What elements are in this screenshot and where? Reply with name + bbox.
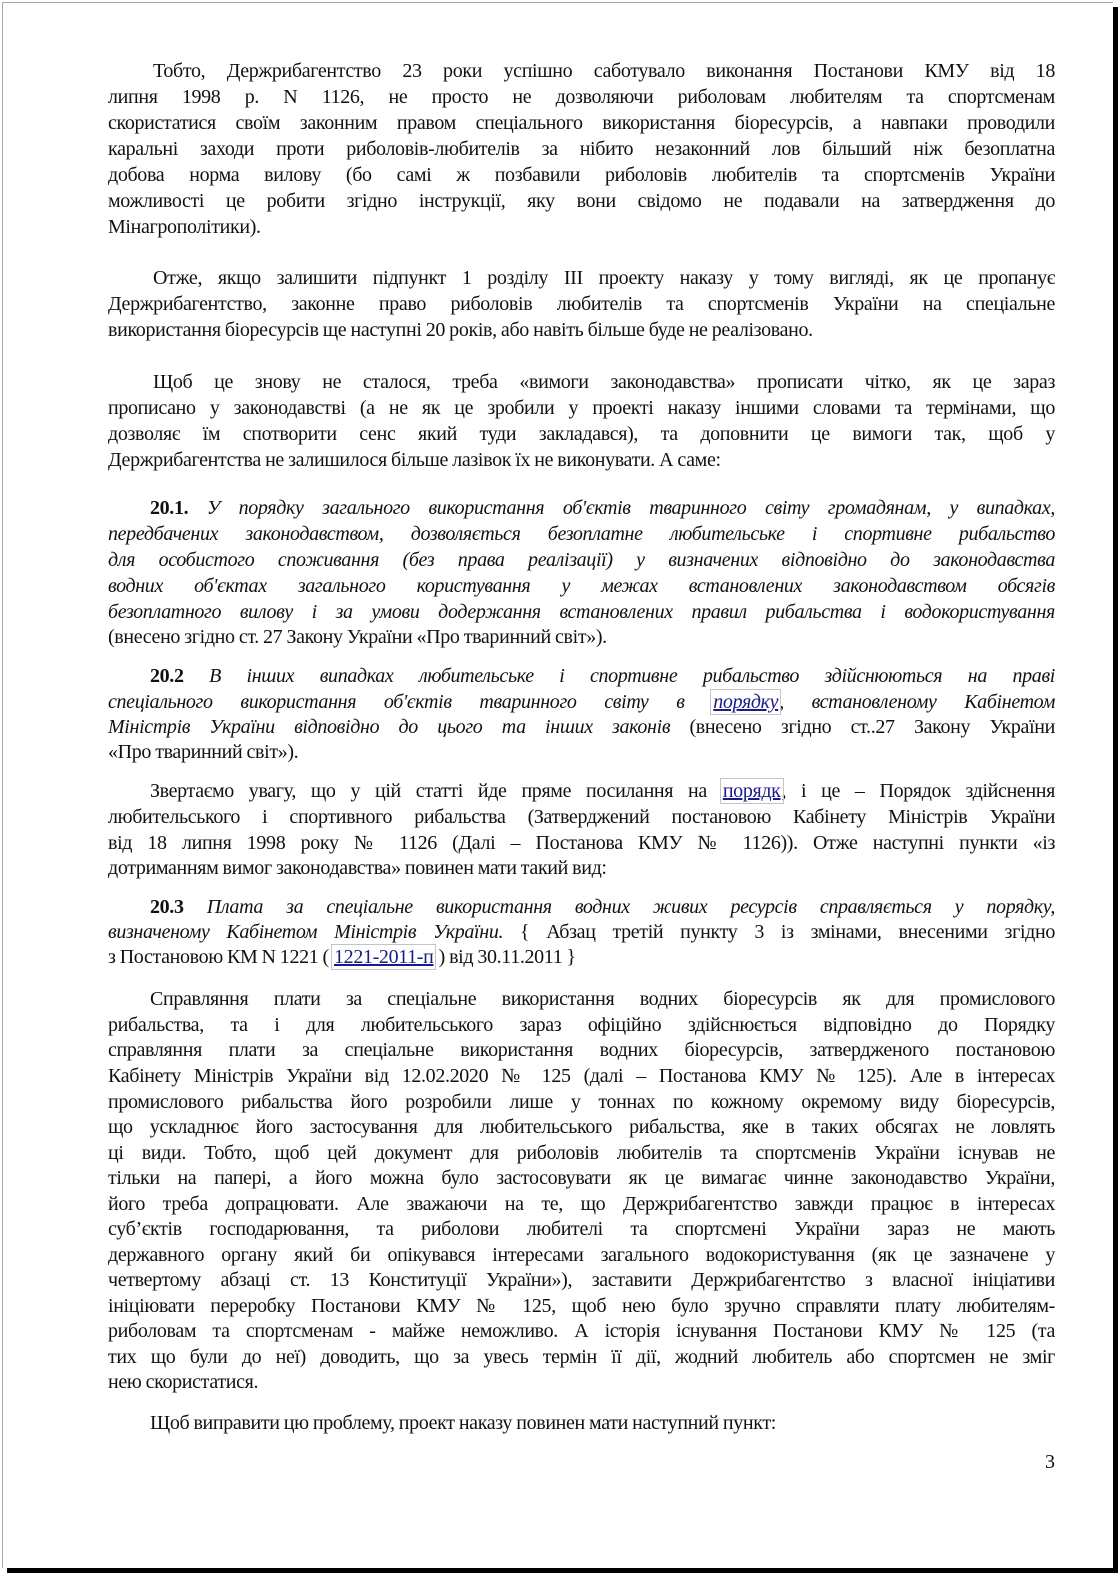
- text-line: [150, 778, 1055, 804]
- text-line: каральні заходи проти риболовів-любителів за нібито незаконний лов більший ніж безоплатна: [108, 138, 1055, 160]
- text-line: скористатися своїм законним правом спеціального використання біоресурсів, а навпаки проводили: [108, 112, 1055, 134]
- text-line: водних об'єктах загального користування у межах встановлених законодавством обсягів: [108, 575, 1055, 597]
- text-line: тих що були до неї) доводить, що за увесь термін її дії, жодний любитель або спортсмен не зміг: [108, 1346, 1055, 1368]
- text-line: тільки на папері, а його можна було застосовувати як це вимагає чинне законодавство України,: [108, 1167, 1055, 1189]
- text-line: дотриманням вимог законодавства» повинен мати такий вид:: [108, 857, 607, 879]
- text-line: промислового рибальства його розробили лише у тоннах по кожному окремому виду біоресурсів,: [108, 1091, 1055, 1113]
- text-line: [150, 495, 1055, 521]
- text-line: [108, 944, 1055, 970]
- text-line: [150, 663, 1055, 689]
- clause-number: 20.2: [150, 665, 184, 687]
- text-line: Кабінету Міністрів України від 12.02.2020 № 125 (далі – Постанова КМУ № 125). Але в інтересах: [108, 1065, 1055, 1087]
- text-line: Щоб це знову не сталося, треба «вимоги законодавства» прописати чітко, як це зараз: [153, 371, 1055, 393]
- text-line: (внесено згідно ст. 27 Закону України «Про тваринний світ»).: [108, 626, 607, 648]
- clause-number: 20.1.: [150, 497, 189, 519]
- text-line: [150, 894, 1055, 920]
- document-page: [2, 2, 1113, 1568]
- text-line: ініціювати переробку Постанови КМУ № 125, щоб нею було зручно справляти плату любителям-: [108, 1295, 1055, 1317]
- order-link[interactable]: порядку: [713, 691, 779, 713]
- text-segment: спеціального використання об'єктів тваринного світу в: [108, 691, 713, 713]
- text-line: рибальства, та і для любительського зараз офіційно здійснюється відповідно до Порядку: [108, 1014, 1055, 1036]
- text-line: [108, 714, 1055, 740]
- text-line: добова норма вилову (бо самі ж позбавили риболовів любителів та спортсменів України: [108, 164, 1055, 186]
- resolution-1221-link[interactable]: 1221-2011-п: [334, 946, 434, 968]
- text-segment: (внесено згідно ст..27 Закону України: [670, 716, 1056, 738]
- clause-text: Плата за спеціальне використання водних живих ресурсів справляється у порядку,: [183, 896, 1055, 918]
- text-line: ці види. Тобто, щоб цей документ для риболовів любителів та спортсменів України існував не: [108, 1142, 1055, 1164]
- text-line: нею скористатися.: [108, 1371, 259, 1393]
- text-line: Справляння плати за спеціальне використання водних біоресурсів як для промислового: [150, 988, 1055, 1010]
- text-line: дозволяє їм спотворити сенс який туди закладався), та доповнити це вимоги так, щоб у: [108, 423, 1055, 445]
- text-line: суб’єктів господарювання, та риболови любителі та спортсмені України зараз не мають: [108, 1218, 1055, 1240]
- text-segment: з Постановою КМ N 1221 (: [108, 946, 334, 968]
- text-line: [108, 689, 1055, 715]
- text-line: четвертому абзаці ст. 13 Конституції України»), заставити Держрибагентство з власної ініціативи: [108, 1269, 1055, 1291]
- text-line: для особистого споживання (без права реалізації) у визначених відповідно до законодавства: [108, 549, 1055, 571]
- text-line: використання біоресурсів ще наступні 20 років, або навіть більше буде не реалізовано.: [108, 319, 813, 341]
- text-line: державного органу який би опікувався інтересами загального водокористування (як це зазначене у: [108, 1244, 1055, 1266]
- text-segment: , встановленому Кабінетом: [779, 691, 1055, 713]
- clause-number: 20.3: [150, 896, 184, 918]
- page-number: 3: [1045, 1451, 1055, 1473]
- text-line: передбачених законодавством, дозволяється безоплатне любительське і спортивне рибальство: [108, 523, 1055, 545]
- text-segment: ) від 30.11.2011 }: [434, 946, 576, 968]
- text-line: Мінагрополітики).: [108, 216, 261, 238]
- text-segment: визначеному Кабінетом Міністрів України.: [108, 921, 504, 943]
- text-line: липня 1998 р. N 1126, не просто не дозволяючи риболовам любителям та спортсменам: [108, 86, 1055, 108]
- text-line: Отже, якщо залишити підпункт 1 розділу ІІІ проекту наказу у тому вигляді, як це пропанує: [153, 267, 1055, 289]
- text-line: любительського і спортивного рибальства (Затверджений постановою Кабінету Міністрів України: [108, 806, 1055, 828]
- text-line: Щоб виправити цю проблему, проект наказу повинен мати наступний пункт:: [150, 1412, 776, 1434]
- text-line: «Про тваринний світ»).: [108, 741, 299, 763]
- text-line: можливості це робити згідно інструкції, яку вони свідомо не подавали на затвердження до: [108, 190, 1055, 212]
- text-segment: Звертаємо увагу, що у цій статті йде пряме посилання на: [150, 780, 722, 802]
- text-segment: Міністрів України відповідно до цього та інших законів: [108, 716, 671, 738]
- text-line: справляння плати за спеціальне використання водних біоресурсів, затвердженого постановою: [108, 1039, 1055, 1061]
- text-line: [108, 919, 1055, 945]
- text-segment: { Абзац третій пункту 3 із змінами, внесеними згідно: [503, 921, 1055, 943]
- clause-text: У порядку загального використання об'єктів тваринного світу громадянам, у випадках,: [188, 497, 1055, 519]
- text-line: безоплатного вилову і за умови додержання встановлених правил рибальства і водокористування: [108, 601, 1055, 623]
- text-line: Тобто, Держрибагентство 23 роки успішно саботувало виконання Постанови КМУ від 18: [153, 60, 1055, 82]
- text-line: Держрибагентство, законне право риболовів любителів та спортсменів України на спеціальне: [108, 293, 1055, 315]
- clause-text: В інших випадках любительське і спортивне рибальство здійснюються на праві: [183, 665, 1055, 687]
- text-segment: , і це – Порядок здійснення: [781, 780, 1055, 802]
- text-line: риболовам та спортсменам - майже неможливо. А історія існування Постанови КМУ № 125 (та: [108, 1320, 1055, 1342]
- text-line: його треба допрацювати. Але зважаючи на те, що Держрибагентство завжди працює в інтересах: [108, 1193, 1055, 1215]
- text-line: Держрибагентства не залишилося більше лазівок їх не виконувати. А саме:: [108, 449, 721, 471]
- order-link[interactable]: порядк: [722, 780, 781, 802]
- text-line: від 18 липня 1998 року № 1126 (Далі – Постанова КМУ № 1126)). Отже наступні пункти «із: [108, 832, 1055, 854]
- text-line: прописано у законодавстві (а не як це зробили у проекті наказу іншими словами та термінами, що: [108, 397, 1055, 419]
- text-line: що ускладнює його застосування для любительського рибальства, яке в таких обсягах не ловлять: [108, 1116, 1055, 1138]
